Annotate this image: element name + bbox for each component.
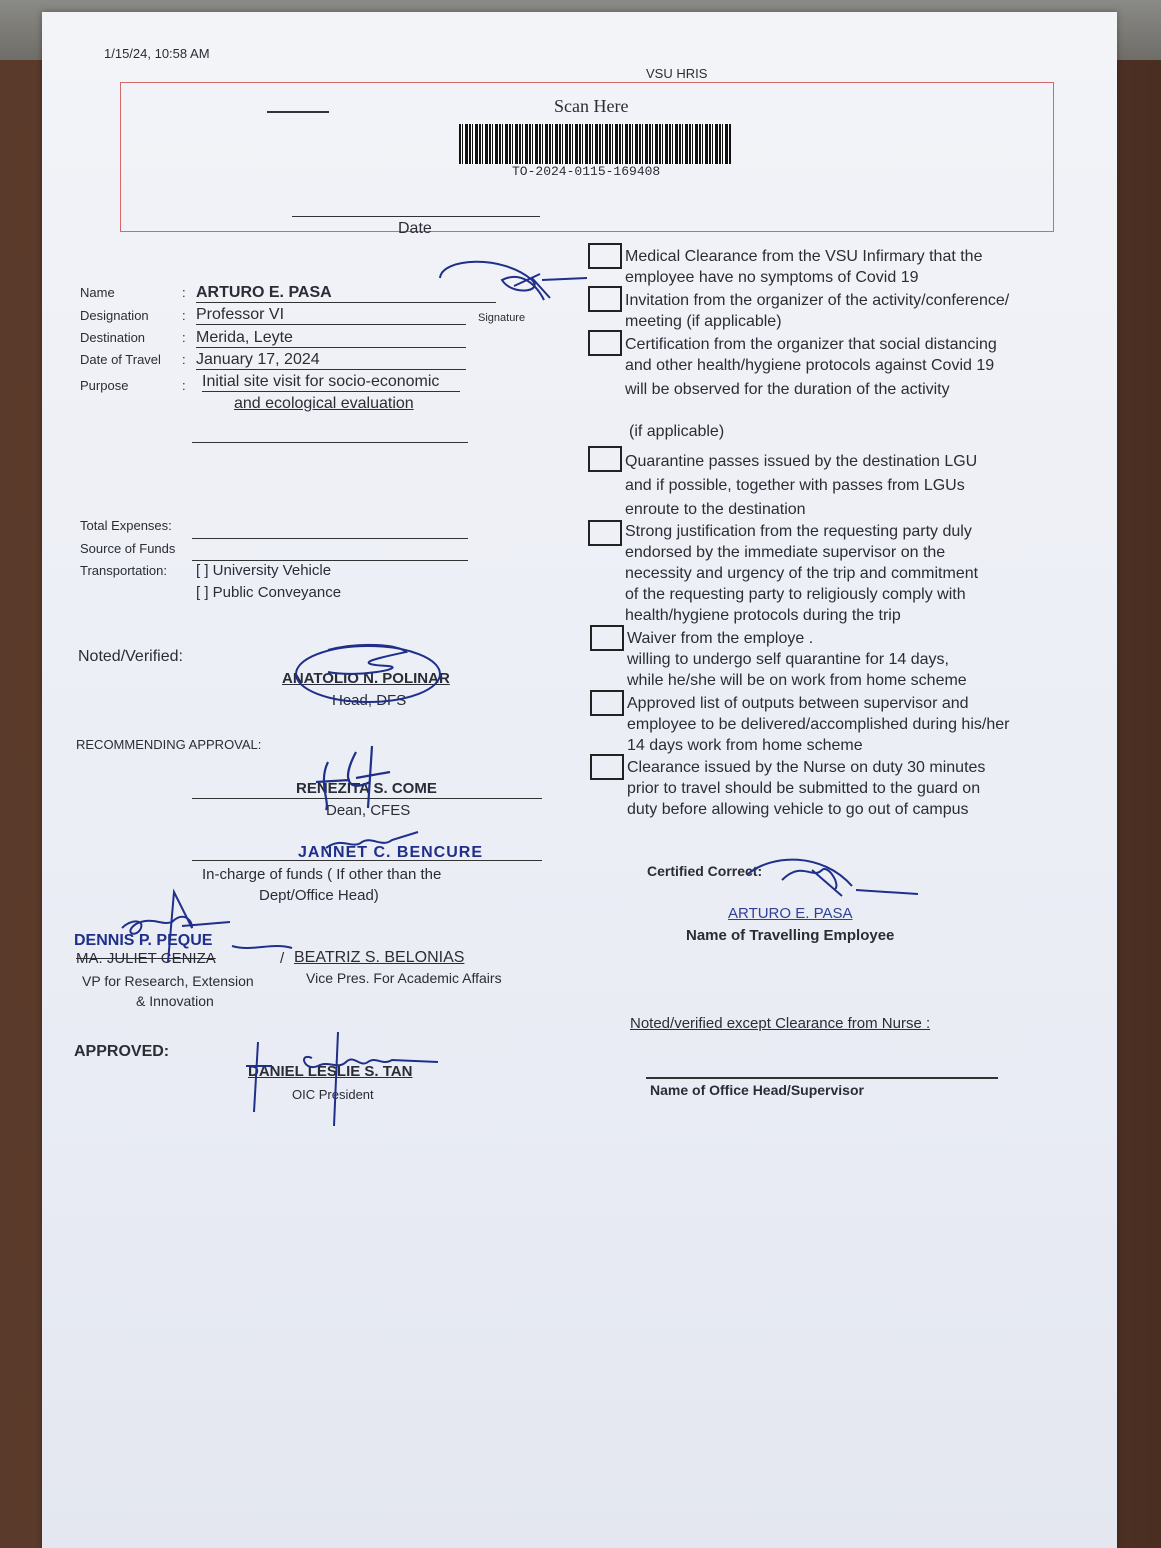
req-certification: Certification from the organizer that social distancing and other health/hygiene protocols against Covid 19 will be observed for the duration of the activity (if applicable) [625,336,997,440]
vp1-name: MA. JULIET CENIZA [76,950,216,967]
checkbox-strong-justification[interactable] [588,520,622,546]
dean-line [192,798,542,799]
checkbox-medical-clearance[interactable] [588,243,622,269]
date-label: Date [398,220,432,237]
president-name: DANIEL LESLIE S. TAN [248,1063,413,1080]
name-value: ARTURO E. PASA [196,284,496,303]
destination-label: Destination [80,330,146,345]
noted-title: Head, DFS [332,692,407,709]
req-medical-clearance: Medical Clearance from the VSU Infirmary that the employee have no symptoms of Covid 19 [625,248,983,286]
noted-except-nurse: Noted/verified except Clearance from Nurse : [630,1015,931,1032]
purpose-blank-line [192,442,468,443]
req-approved-outputs: Approved list of outputs between supervisor and employee to be delivered/accomplished during his/her 14 days work from home scheme [627,695,1010,754]
colon: : [182,378,186,393]
checkbox-quarantine-passes[interactable] [588,446,622,472]
funds-title-line-2: Dept/Office Head) [259,887,379,904]
transport-public-conveyance: [ ] Public Conveyance [196,584,342,601]
designation-value: Professor VI [196,306,466,325]
checkbox-waiver[interactable] [590,625,624,651]
approved-label: APPROVED: [74,1043,170,1060]
travel-order-form [42,12,1117,1548]
president-title: OIC President [292,1087,374,1102]
checkbox-nurse-clearance[interactable] [590,754,624,780]
certified-correct-label: Certified Correct: [647,863,763,879]
supervisor-line [646,1077,998,1079]
vp1-title-line-1: VP for Research, Extension [82,973,254,989]
vp1-title-line-2: & Innovation [136,993,214,1009]
source-of-funds-label: Source of Funds [80,541,176,556]
source-of-funds-line [192,560,468,561]
req-nurse-clearance: Clearance issued by the Nurse on duty 30 minutes prior to travel should be submitted to the guard on duty before allowing vehicle to go out of campus [627,759,986,818]
transport-university-vehicle: [ ] University Vehicle [196,562,332,579]
supervisor-caption: Name of Office Head/Supervisor [650,1082,864,1098]
vp-handwritten-name: DENNIS P. PEQUE [74,932,213,949]
req-waiver: Waiver from the employe . willing to undergo self quarantine for 14 days, while he/she will be on work from home scheme [627,630,967,689]
vp2-name: BEATRIZ S. BELONIAS [294,949,465,966]
purpose-line-2: and ecological evaluation [234,395,414,412]
total-expenses-label: Total Expenses: [80,518,172,533]
colon: : [182,352,186,367]
signature-label: Signature [478,312,526,324]
funds-handwritten-name: JANNET C. BENCURE [298,844,484,861]
transportation-label: Transportation: [80,563,167,578]
travelling-employee-caption: Name of Travelling Employee [686,927,895,944]
date-of-travel-value: January 17, 2024 [196,351,466,370]
noted-verified-label: Noted/Verified: [78,648,183,665]
barcode [459,124,731,164]
print-timestamp: 1/15/24, 10:58 AM [104,46,210,61]
date-of-travel-label: Date of Travel [80,352,161,367]
designation-label: Designation [80,308,149,323]
dean-title: Dean, CFES [326,802,411,819]
noted-name: ANATOLIO N. POLINAR [282,670,450,687]
scan-label: Scan Here [554,96,629,116]
req-strong-justification: Strong justification from the requesting party duly endorsed by the immediate supervisor on the necessity and urgency of the trip and commitment of the requesting party to religiously comply with health/hygiene protocols during the trip [625,523,979,624]
recommending-approval-label: RECOMMENDING APPROVAL: [76,737,262,752]
colon: : [182,308,186,323]
name-label: Name [80,285,115,300]
purpose-line-1: Initial site visit for socio-economic [202,373,460,392]
checkbox-certification[interactable] [588,330,622,356]
travelling-employee-name: ARTURO E. PASA [728,905,853,922]
system-name: VSU HRIS [646,66,708,81]
certified-signature [742,850,922,910]
dean-name: RENEZITA S. COME [296,780,437,797]
funds-line [192,860,542,861]
vp2-title: Vice Pres. For Academic Affairs [306,970,502,986]
checkbox-invitation[interactable] [588,286,622,312]
barcode-number: TO-2024-0115-169408 [512,164,661,179]
req-invitation: Invitation from the organizer of the activity/conference/ meeting (if applicable) [625,292,1010,330]
colon: : [182,330,186,345]
scan-mark [267,111,329,113]
total-expenses-line [192,538,468,539]
vp-separator: / [280,950,285,967]
checkbox-approved-outputs[interactable] [590,690,624,716]
destination-value: Merida, Leyte [196,329,466,348]
colon: : [182,285,186,300]
purpose-label: Purpose [80,378,129,393]
funds-title-line-1: In-charge of funds ( If other than the [202,866,442,883]
date-line [292,216,540,217]
req-quarantine-passes: Quarantine passes issued by the destination LGU and if possible, together with passes from LGUs enroute to the destination [625,453,978,518]
